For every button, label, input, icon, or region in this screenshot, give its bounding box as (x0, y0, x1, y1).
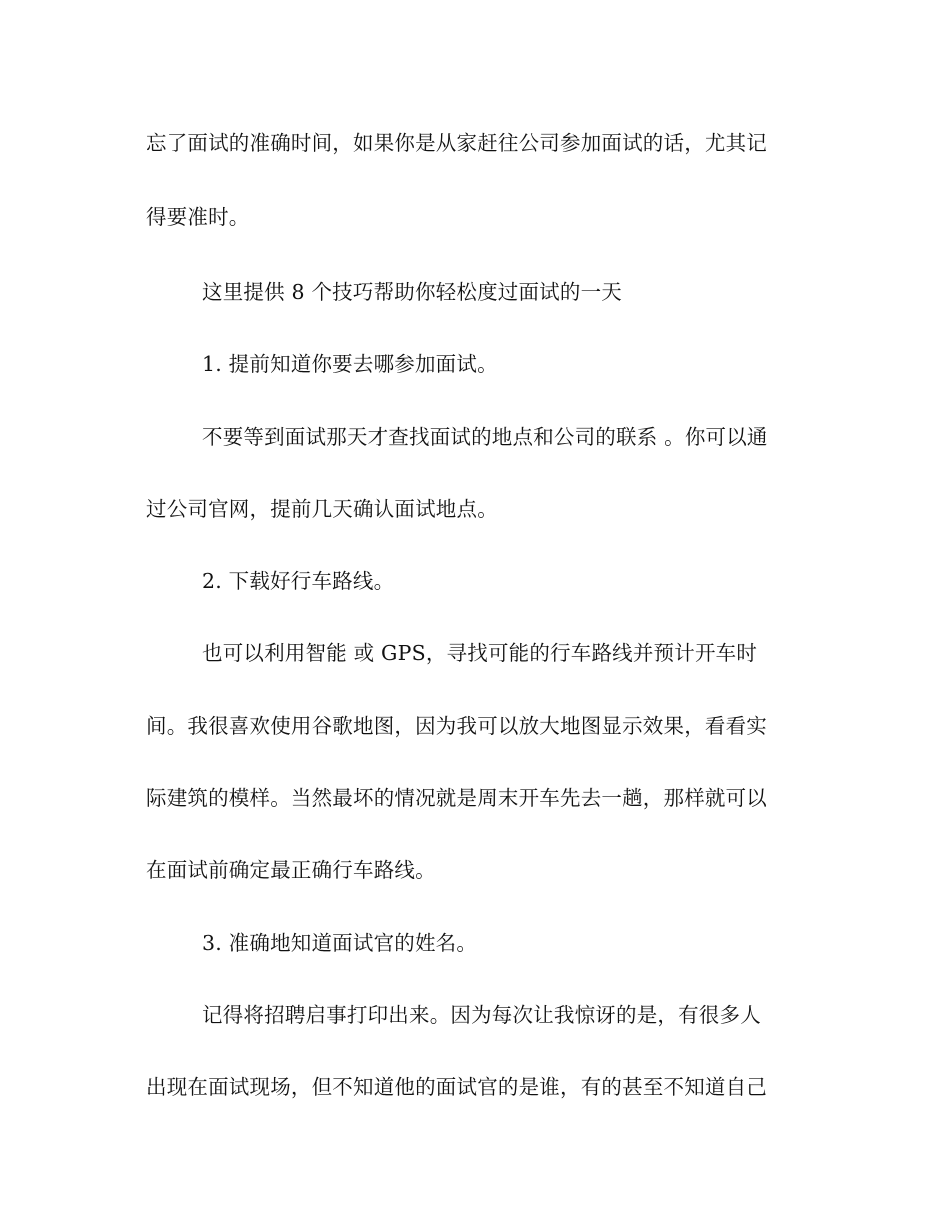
paragraph-line: 得要准时。 (146, 205, 250, 229)
paragraph-line: 际建筑的模样。当然最坏的情况就是周末开车先去一趟，那样就可以 (146, 786, 767, 810)
list-heading: 3. 准确地知道面试官的姓名。 (202, 931, 478, 955)
paragraph-line: 忘了面试的准确时间，如果你是从家赶往公司参加面试的话，尤其记 (146, 131, 767, 155)
paragraph-line: 间。我很喜欢使用谷歌地图，因为我可以放大地图显示效果，看看实 (146, 714, 767, 738)
paragraph-line: 这里提供 8 个技巧帮助你轻松度过面试的一天 (202, 280, 622, 304)
list-heading: 1. 提前知道你要去哪参加面试。 (202, 352, 498, 376)
paragraph-line: 不要等到面试那天才查找面试的地点和公司的联系 。你可以通 (202, 425, 768, 449)
list-heading: 2. 下载好行车路线。 (202, 569, 395, 593)
paragraph-line: 记得将招聘启事打印出来。因为每次让我惊讶的是，有很多人 (202, 1003, 761, 1027)
paragraph-line: 过公司官网，提前几天确认面试地点。 (146, 497, 498, 521)
paragraph-line: 也可以利用智能 或 GPS，寻找可能的行车路线并预计开车时 (202, 641, 758, 665)
paragraph-line: 出现在面试现场，但不知道他的面试官的是谁，有的甚至不知道自己 (146, 1075, 767, 1099)
paragraph-line: 在面试前确定最正确行车路线。 (146, 858, 436, 882)
